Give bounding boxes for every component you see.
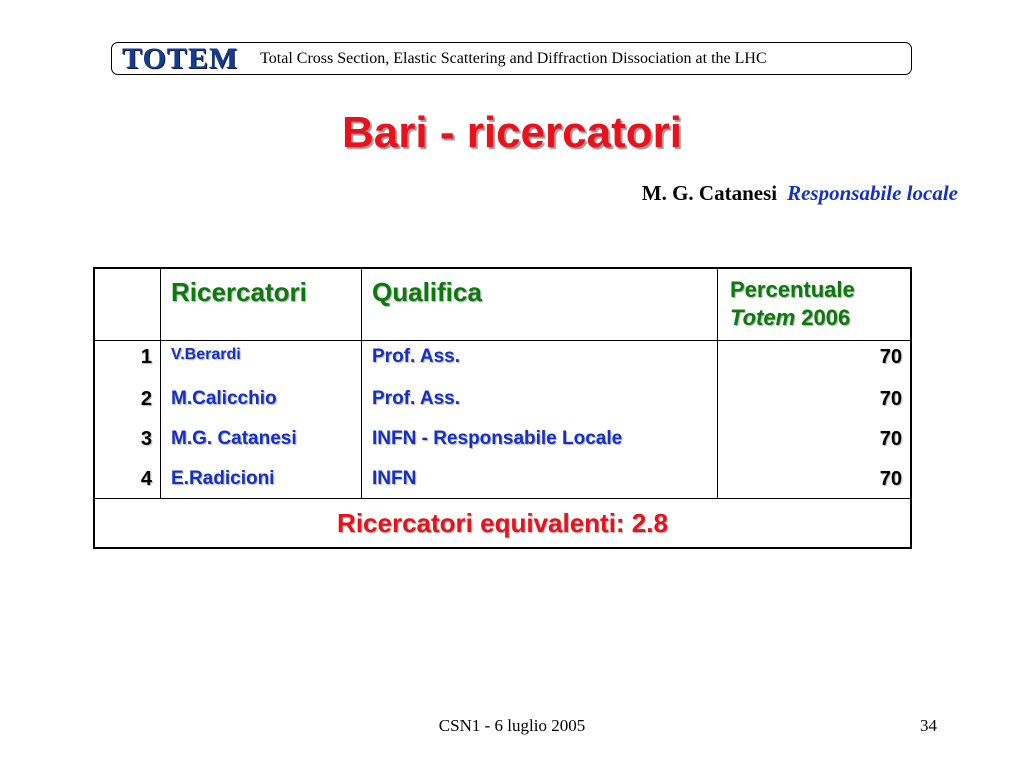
header-pct-year: 2006: [795, 305, 851, 330]
subtitle: [642, 181, 958, 206]
header-cell-percentuale: [718, 268, 912, 341]
subtitle-name: M. G. Catanesi: [641, 181, 778, 205]
header-cell-qualifica: Qualifica: [362, 268, 718, 341]
row-number: 3: [140, 428, 152, 450]
header-banner: [111, 42, 912, 75]
row-name: M.Calicchio: [171, 388, 277, 409]
table-row: [94, 388, 911, 426]
row-qualifica: INFN: [372, 468, 417, 489]
row-name: V.Berardi: [171, 346, 241, 363]
subtitle-role: Responsabile locale: [787, 181, 958, 205]
table-row: [94, 341, 911, 389]
row-name: E.Radicioni: [171, 468, 275, 489]
table-row: [94, 468, 911, 499]
row-number: 2: [140, 388, 152, 410]
equivalent-researchers: Ricercatori equivalenti: 2.8: [94, 499, 911, 549]
header-pct-line1: Percentuale: [730, 277, 855, 302]
row-name: M.G. Catanesi: [171, 428, 297, 449]
footer-date: CSN1 - 6 luglio 2005: [438, 716, 586, 735]
row-percentuale: 70: [879, 346, 902, 368]
table-row: [94, 426, 911, 468]
table-header-row: [94, 268, 911, 341]
header-cell-ricercatori: Ricercatori: [161, 268, 362, 341]
row-number: 1: [140, 346, 152, 368]
page-number: 34: [920, 716, 937, 735]
header-cell-empty: [94, 268, 161, 341]
researchers-table: [93, 267, 912, 549]
table-footer-row: [94, 499, 911, 549]
header-title: Total Cross Section, Elastic Scattering and Diffraction Dissociation at the LHC: [260, 49, 767, 67]
row-number: 4: [140, 468, 152, 490]
row-qualifica: Prof. Ass.: [372, 346, 460, 367]
row-percentuale: 70: [879, 428, 902, 450]
row-qualifica: Prof. Ass.: [372, 388, 460, 409]
totem-logo: TOTEM: [122, 41, 239, 75]
row-percentuale: 70: [879, 468, 902, 490]
slide-title: Bari - ricercatori: [342, 108, 682, 157]
row-percentuale: 70: [879, 388, 902, 410]
header-pct-totem: Totem: [730, 305, 796, 330]
row-qualifica: INFN - Responsabile Locale: [372, 428, 623, 449]
